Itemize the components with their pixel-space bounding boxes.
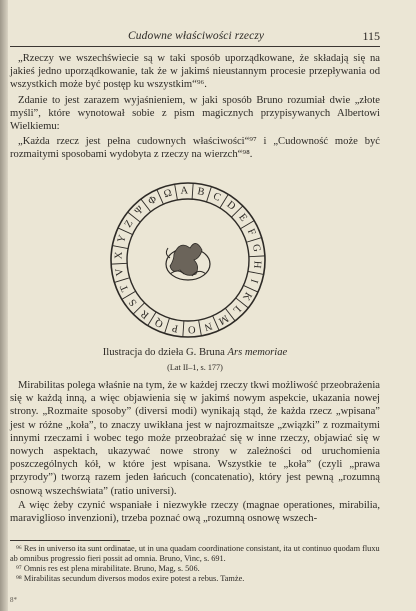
wheel-divider	[111, 263, 127, 264]
page-spine-shadow	[0, 0, 8, 611]
wheel-letter: V	[113, 267, 127, 277]
footnote-97: ⁹⁷ Omnis res est plena mirabilitate. Bruno, Mag, s. 506.	[16, 564, 200, 573]
signature-mark: 8*	[10, 596, 17, 604]
wheel-divider	[183, 321, 184, 337]
paragraph-operationes: A więc żeby czynić wspaniałe i niezwykłe rzeczy (magnae operationes, mirabilia, maraviglioso invenzioni), trzeba poznać ową „rozumną osnowę wszech-	[10, 499, 380, 525]
wheel-letter: F	[244, 227, 258, 238]
wheel-letter: O	[187, 323, 196, 335]
figure-caption	[10, 347, 380, 358]
wheel-divider	[248, 271, 264, 274]
wheel-letter: S	[127, 296, 140, 308]
wheel-divider	[114, 278, 129, 283]
letter-wheel-illustration	[108, 180, 268, 340]
wheel-letter: Q	[153, 316, 166, 330]
wheel-letter: M	[216, 312, 231, 327]
wheel-letter: P	[171, 321, 180, 334]
footnote-96: ⁹⁶ Res in universo ita sunt ordinatae, ut in una quadam coordinatione consistant, ita ut continuo quodam fluxu ab omnibus progressio fieri possit ad omnia. Bruno, Vinc, s. 691.	[10, 544, 380, 563]
wheel-letter: N	[202, 319, 214, 333]
wheel-letter: L	[230, 302, 243, 316]
wheel-letter: Ω	[162, 187, 174, 201]
wheel-letter: Y	[115, 233, 129, 245]
wheel-letter: T	[118, 282, 132, 294]
wheel-letter: B	[196, 186, 206, 199]
wheel-divider	[246, 238, 261, 243]
footnotes	[10, 544, 380, 584]
wheel-letter: K	[240, 289, 254, 303]
letter-wheel-svg	[108, 180, 268, 340]
wheel-divider	[199, 320, 202, 336]
wheel-letter: A	[180, 185, 189, 197]
wheel-letter: G	[249, 243, 263, 253]
running-title: Cudowne właściwości rzeczy	[128, 30, 265, 42]
page-header	[10, 28, 380, 47]
wheel-divider	[249, 256, 265, 257]
body-text-bottom	[10, 379, 380, 526]
wheel-letter: X	[113, 251, 125, 260]
wheel-letter: Z	[122, 218, 136, 230]
wheel-divider	[207, 187, 212, 202]
wheel-letter: E	[236, 211, 249, 224]
caption-prefix: Ilustracja do dzieła G. Bruna	[102, 347, 225, 358]
paragraph-quote-2: „Każda rzecz jest pełna cudownych właściwości“⁹⁷ i „Cudowność może być rozmaitymi sposobami wydobyta z rzeczy na wierzch“⁹⁸.	[10, 136, 380, 161]
wheel-letter: Φ	[146, 194, 159, 208]
wheel-letter: C	[211, 190, 223, 204]
paragraph-explanation: Zdanie to jest zarazem wyjaśnieniem, w jaki sposób Bruno rozumiał dwie „złote myśli”, które wynotował sobie z pism magicznych przypisywanych Albertowi Wielkiemu:	[10, 94, 380, 133]
footnote-98: ⁹⁸ Mirabilitas secundum diversos modos exire potest a rebus. Tamże.	[16, 574, 245, 583]
wheel-letter: R	[138, 307, 152, 321]
wheel-divider	[175, 184, 178, 200]
wheel-divider	[112, 246, 128, 249]
caption-reference: (Lat II–1, s. 177)	[167, 363, 223, 372]
caption-title: Ars memoriae	[227, 347, 288, 358]
paragraph-mirabilitas: Mirabilitas polega właśnie na tym, że w każdej rzeczy tkwi możliwość przeobrażenia się w każdą inną, a więc objawienia się w jakimś nowym aspekcie, ukazania nowej strony. „Rozmaite sposoby” (diversi modi) wynikają stąd, że każda rzecz „wpisana” jest w różne „koła”, to znaczy uwikłana jest w najrozmaitsze „związki” z rozmaitymi innymi rzeczami i wobec tego może przeobrażać się w inne rzeczy, objawiać się w nowych aspektach, ukazywać nowe strony w zależności od uruchomienia poszczególnych kół, w które jest wpisana. Wszystkie te „koła” (czyli „prawa przyrody”) tworzą razem jeden łańcuch (concatenatio), który jest pewną „rozumną osnową wszechświata” (ratio universi).	[10, 380, 380, 497]
lion-emblem	[166, 243, 210, 280]
page-number: 115	[362, 29, 380, 43]
footnote-rule	[10, 540, 130, 541]
wheel-letter: Ψ	[132, 204, 147, 218]
wheel-letter: I	[247, 277, 260, 285]
body-text-top	[10, 52, 380, 164]
wheel-letter: D	[224, 199, 238, 213]
wheel-divider	[192, 183, 193, 199]
wheel-letter: H	[251, 260, 263, 269]
paragraph-quote-1: „Rzeczy we wszechświecie są w taki sposób uporządkowane, że składają się na jakieś jedno uporządkowanie, tak że w jakimś nieustannym procesie przepływania od wszystkich może być postęp ku wszystkim“⁹⁶.	[10, 53, 380, 91]
